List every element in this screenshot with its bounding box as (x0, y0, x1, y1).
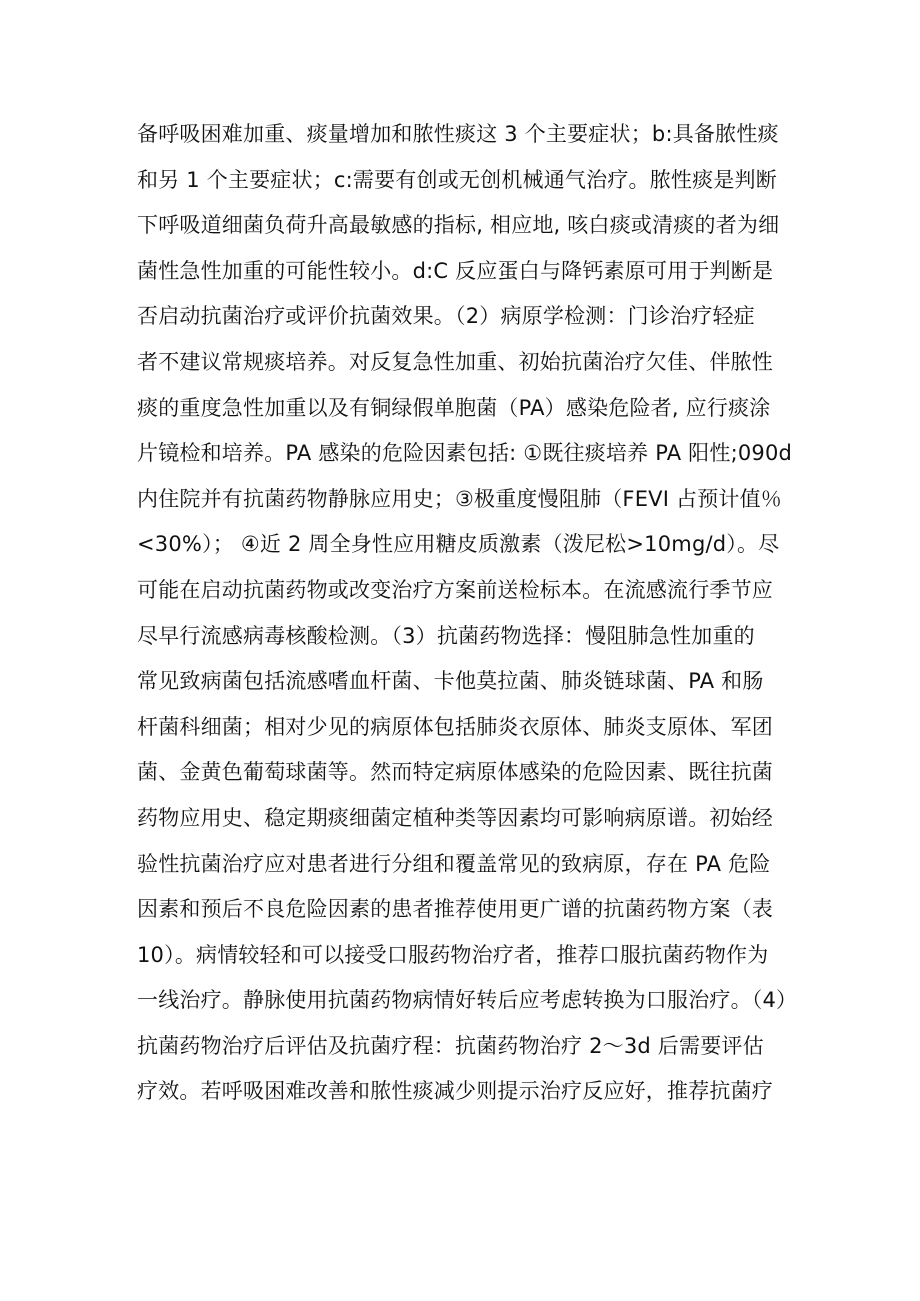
text-line: 常见致病菌包括流感嗜血杆菌、卡他莫拉菌、肺炎链球菌、PA 和肠 (137, 669, 764, 694)
text-line: 者不建议常规痰培养。对反复急性加重、初始抗菌治疗欠佳、伴脓性 (137, 349, 773, 374)
text-line: 内住院并有抗菌药物静脉应用史；③极重度慢阻肺（FEVI 占预计值％ (137, 486, 783, 511)
text-line: 和另 1 个主要症状；c:需要有创或无创机械通气治疗。脓性痰是判断 (137, 167, 777, 192)
text-line: 痰的重度急性加重以及有铜绿假单胞菌（PA）感染危险者, 应行痰涂 (137, 395, 771, 420)
text-line: 否启动抗菌治疗或评价抗菌效果。（2）病原学检测：门诊治疗轻症 (137, 304, 755, 329)
text-line: 抗菌药物治疗后评估及抗菌疗程：抗菌药物治疗 2～3d 后需要评估 (137, 1033, 764, 1058)
text-line: 疗效。若呼吸困难改善和脓性痰减少则提示治疗反应好，推荐抗菌疗 (137, 1079, 773, 1104)
text-line: 下呼吸道细菌负荷升高最敏感的指标, 相应地, 咳白痰或清痰的者为细 (137, 213, 780, 238)
text-line: 菌性急性加重的可能性较小。d:C 反应蛋白与降钙素原可用于判断是 (137, 258, 774, 283)
text-line: 片镜检和培养。PA 感染的危险因素包括: ①既往痰培养 PA 阳性;090d (137, 441, 793, 466)
text-line: 一线治疗。静脉使用抗菌药物病情好转后应考虑转换为口服治疗。（4） (137, 988, 798, 1013)
text-line: 备呼吸困难加重、痰量增加和脓性痰这 3 个主要症状；b:具备脓性痰 (137, 122, 779, 146)
text-line: 验性抗菌治疗应对患者进行分组和覆盖常见的致病原，存在 PA 危险 (137, 851, 771, 876)
text-line: 尽早行流感病毒核酸检测。（3）抗菌药物选择：慢阻肺急性加重的 (137, 623, 755, 648)
text-line: 药物应用史、稳定期痰细菌定植种类等因素均可影响病原谱。初始经 (137, 805, 773, 830)
text-line: 菌、金黄色葡萄球菌等。然而特定病原体感染的危险因素、既往抗菌 (137, 760, 773, 785)
text-line: 10）。病情较轻和可以接受口服药物治疗者，推荐口服抗菌药物作为 (137, 942, 769, 967)
text-line: 因素和预后不良危险因素的患者推荐使用更广谱的抗菌药物方案（表 (137, 897, 773, 922)
text-line: <30%）； ④近 2 周全身性应用糖皮质激素（泼尼松>10mg/d）。尽 (137, 532, 780, 557)
text-line: 可能在启动抗菌药物或改变治疗方案前送检标本。在流感流行季节应 (137, 577, 773, 602)
text-line: 杆菌科细菌；相对少见的病原体包括肺炎衣原体、肺炎支原体、军团 (137, 714, 773, 739)
body-text (137, 112, 817, 1115)
